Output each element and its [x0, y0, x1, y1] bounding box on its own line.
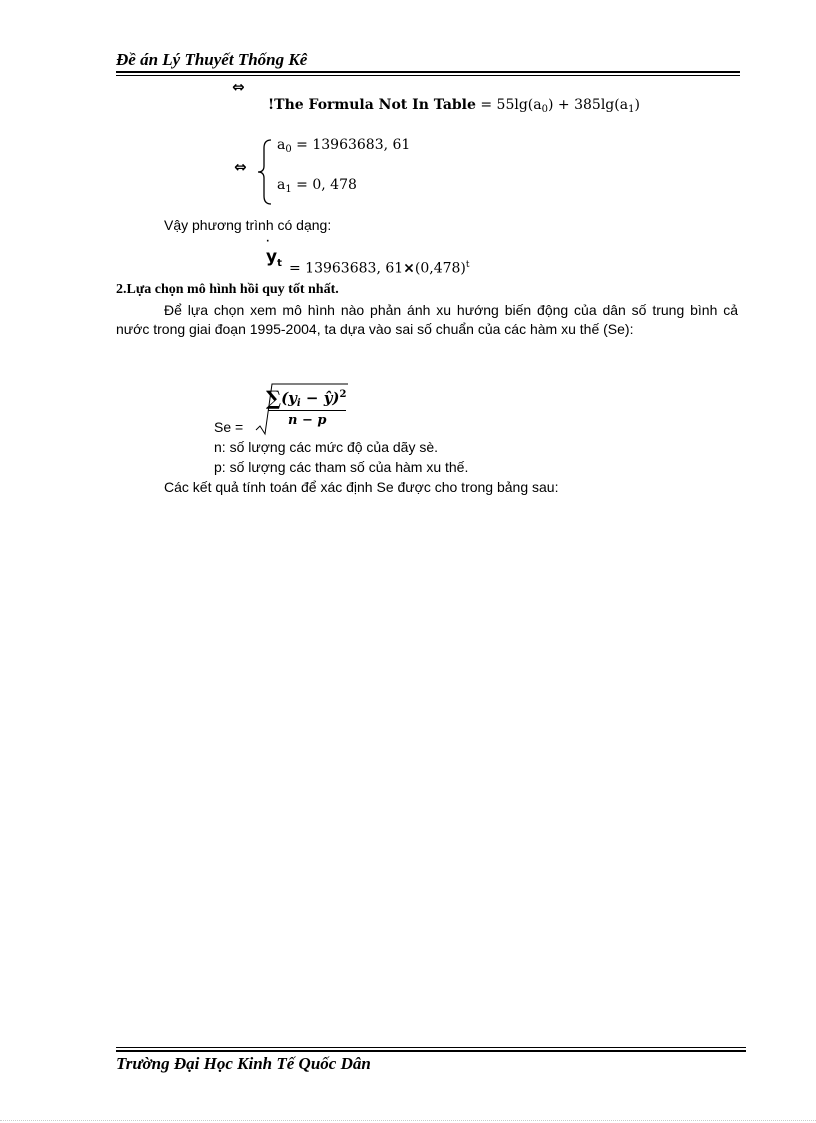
page-bottom-border: [0, 1120, 816, 1121]
se-numerator: $\sum(y_i$ − ŷ)$^2$: [266, 386, 347, 410]
formula-error-text: !The Formula Not In Table: [268, 97, 476, 113]
y-hat-symbol: $y_t$: [266, 247, 282, 269]
page-header-title: Đề án Lý Thuyết Thống Kê: [116, 50, 308, 69]
system-eq-a0: $a_0 = 13963683$, 61: [277, 137, 411, 155]
header-rule-thick: [116, 71, 740, 73]
section-heading: 2.Lựa chọn mô hình hồi quy tốt nhất.: [116, 282, 339, 297]
trend-equation: = 13963683, $61\times(0,478)^t$: [289, 260, 470, 277]
footer-rule-thick: [116, 1050, 746, 1052]
footer-rule-thin: [116, 1047, 746, 1048]
formula-line-1: !The Formula Not In Table = $55\lg(a_0) + 385\lg(a_1)$: [268, 97, 640, 115]
results-intro: Các kết quả tính toán để xác định Se được cho trong bảng sau:: [164, 479, 559, 495]
se-label: Se =: [214, 419, 244, 435]
conclusion-text: Vậy phương trình có dạng:: [164, 217, 332, 233]
se-denominator: n − p: [288, 413, 327, 428]
equivalence-arrow-2: ⇔: [234, 158, 247, 176]
system-brace: [255, 138, 273, 206]
equivalence-arrow-1: ⇔: [232, 78, 245, 96]
fraction-bar: [268, 410, 346, 411]
header-rule-thin: [116, 75, 740, 76]
system-eq-a1: $a_1 = 0$, 478: [277, 177, 357, 195]
page-footer-title: Trường Đại Học Kinh Tế Quốc Dân: [116, 1054, 371, 1073]
section-paragraph: Để lựa chọn xem mô hình nào phản ánh xu hướng biến động của dân số trung bình cả nước trong giai đoạn 1995-2004, ta dựa vào sai số chuẩn của các hàm xu thế (Se):: [116, 302, 738, 337]
hat-mark: ·: [266, 237, 270, 247]
definition-p: p: số lượng các tham số của hàm xu thế.: [214, 459, 469, 475]
definition-n: n: số lượng các mức độ của dãy sè.: [214, 439, 439, 455]
